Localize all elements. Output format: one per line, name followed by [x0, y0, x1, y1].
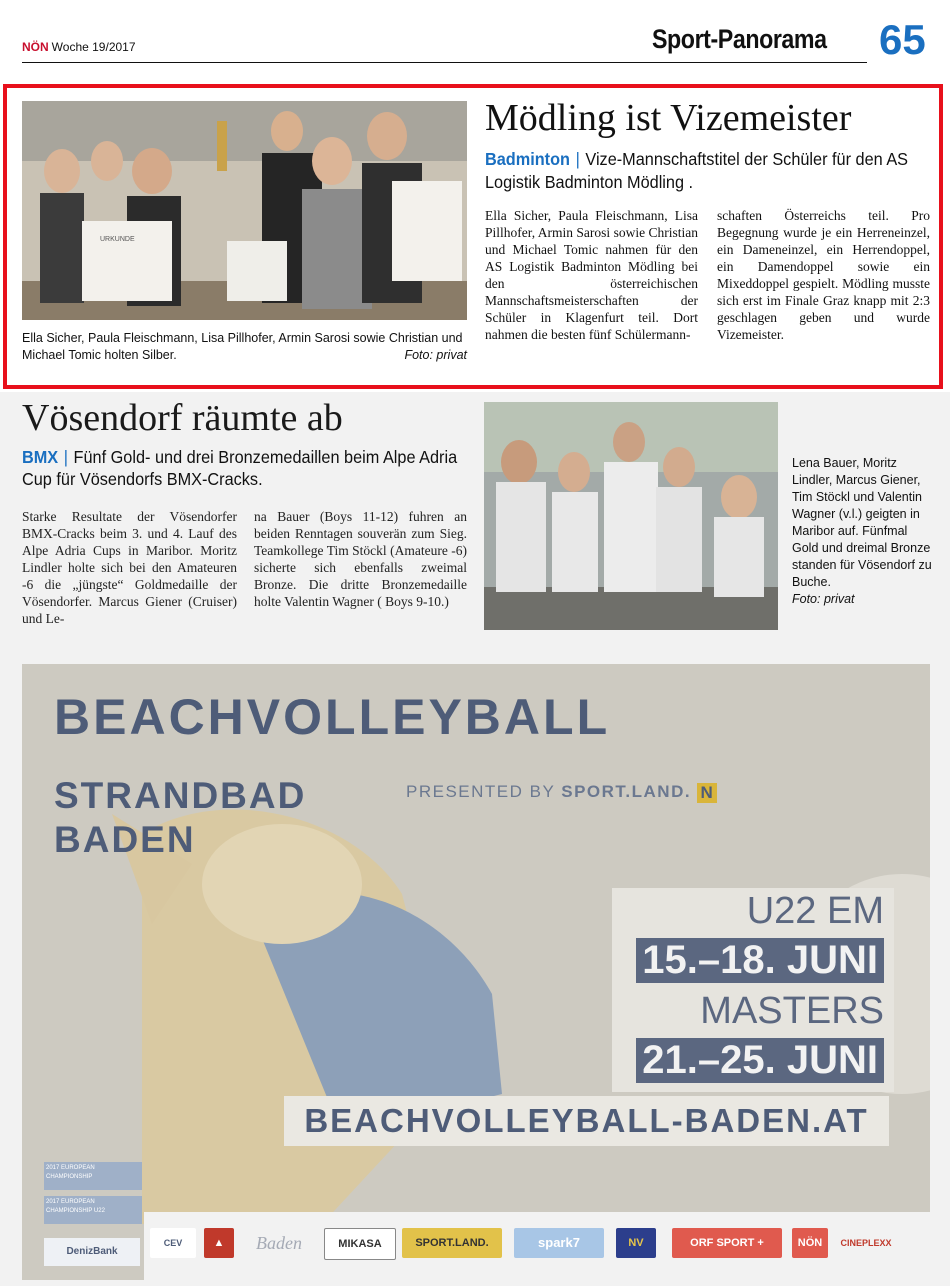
presented-by-label: PRESENTED BY: [406, 782, 556, 801]
ad-venue: [54, 774, 306, 862]
sponsor-noen-logo: NÖN: [792, 1228, 828, 1258]
certificate-label: URKUNDE: [100, 236, 135, 243]
sponsor-cineplexx-logo: CINEPLEXX: [840, 1238, 892, 1248]
article-kicker: Badminton: [485, 149, 570, 169]
presenter-label: SPORT.LAND.: [561, 782, 692, 801]
caption2-text: Lena Bauer, Moritz Lindler, Marcus Giener, Tim Stöckl und Valentin Wagner (v.l.) geigten in Maribor auf. Fünfmal Gold und dreimal Bronze standen für Vösendorf zu Buche.: [792, 456, 932, 589]
sponsor-nv-logo: NV: [616, 1228, 656, 1258]
sponsor-sportland-logo: SPORT.LAND.: [402, 1228, 502, 1258]
sponsor-cev-logo: CEV: [150, 1228, 196, 1258]
beachvolleyball-ad: [22, 664, 930, 1280]
ad-dates-box: [612, 888, 894, 1092]
ad-presented-by: [406, 782, 717, 803]
photo2-credit: Foto: privat: [792, 592, 855, 606]
highlight-box: [3, 84, 943, 389]
issue-line: [22, 40, 136, 54]
issue-label: Woche 19/2017: [51, 40, 136, 54]
sponsor-baden-logo: Baden: [256, 1233, 302, 1253]
ad-venue-line2: BADEN: [54, 819, 196, 860]
event1-dates: 15.–18. JUNI: [636, 938, 884, 983]
sponsor-denizbank-logo: DenizBank: [44, 1238, 140, 1266]
article-body-col1: Ella Sicher, Paula Fleischmann, Lisa Pillhofer, Armin Sarosi sowie Christian und Michael Tomic nahmen für den AS Logistik Badminton Mödling bei den österreichischen Mannschaftsmeisterschaften der Schüler in Klagenfurt teil. Dort nahmen die besten fünf Schülermann-: [485, 208, 698, 342]
championship-badge-2: 2017 EUROPEAN CHAMPIONSHIP U22: [44, 1196, 142, 1224]
presenter-logo-icon: N: [697, 783, 717, 803]
deck-text: Vize-Mannschaftstitel der Schüler für den AS Logistik Badminton Mödling .: [485, 149, 909, 192]
ad-title: BEACHVOLLEYBALL: [54, 689, 611, 745]
article-headline: Mödling ist Vizemeister: [485, 97, 852, 139]
article2-headline: Vösendorf räumte ab: [22, 397, 343, 439]
page-number: 65: [879, 16, 926, 63]
deck2-text: Fünf Gold- und drei Bronzemedaillen beim Alpe Adria Cup für Vösendorfs BMX-Cracks.: [22, 447, 458, 489]
header-rule: [22, 62, 867, 63]
championship-badge-1: 2017 EUROPEAN CHAMPIONSHIP: [44, 1162, 142, 1190]
event1-label: U22 EM: [746, 890, 884, 932]
article2-kicker: BMX: [22, 447, 59, 467]
sponsor-redlogo-icon: ▲: [204, 1228, 234, 1258]
sponsor-strip: [144, 1212, 930, 1280]
sponsor-mikasa-logo: MIKASA: [324, 1228, 396, 1260]
sponsor-spark7-logo: spark7: [514, 1228, 604, 1258]
article-body-col2: schaften Österreichs teil. Pro Begegnung wurde je ein Herreneinzel, ein Dameneinzel, ein Herrendoppel, ein Damendoppel sowie ein Mixeddoppel gespielt. Mödling musste sich erst im Finale Graz knapp mit 2:3 geschlagen geben und wurde Vizemeister.: [717, 208, 930, 342]
article2-body-col2: na Bauer (Boys 11-12) fuhren an beiden Renntagen souverän zum Sieg. Teamkollege Tim Stöckl (Amateure -6) sicherte sich ebenfalls zweimal Bronze. Die dritte Bronzemedaille holte Valentin Wagner ( Boys 9-10.): [254, 509, 467, 609]
ad-venue-line1: STRANDBAD: [54, 775, 307, 816]
photo-credit: Foto: privat: [404, 348, 467, 362]
article2-deck: BMX | Fünf Gold- und drei Bronzemedaillen beim Alpe Adria Cup für Vösendorfs BMX-Cracks.: [22, 447, 458, 489]
section-title: Sport-Panorama: [652, 24, 827, 54]
brand-logo: NÖN: [22, 40, 49, 54]
article-deck: Badminton | Vize-Mannschaftstitel der Schüler für den AS Logistik Badminton Mödling .: [485, 149, 909, 192]
bmx-team-photo: [484, 402, 778, 630]
event2-dates: 21.–25. JUNI: [636, 1038, 884, 1083]
event2-label: MASTERS: [700, 990, 884, 1032]
caption-text: Ella Sicher, Paula Fleischmann, Lisa Pillhofer, Armin Sarosi sowie Christian und Michael Tomic holten Silber.: [22, 331, 463, 362]
photo2-caption: [792, 455, 932, 608]
ad-url: BEACHVOLLEYBALL-BADEN.AT: [284, 1096, 889, 1146]
sponsor-orf-logo: ORF SPORT +: [672, 1228, 782, 1258]
article2-body-col1: Starke Resultate der Vösendorfer BMX-Cracks beim 3. und 4. Lauf des Alpe Adria Cups in Maribor. Moritz Lindler holte sich bei den Amateuren -6 die „jüngste“ Goldmedaille der Vösendorfer. Marcus Giener (Cruiser) und Le-: [22, 509, 237, 626]
